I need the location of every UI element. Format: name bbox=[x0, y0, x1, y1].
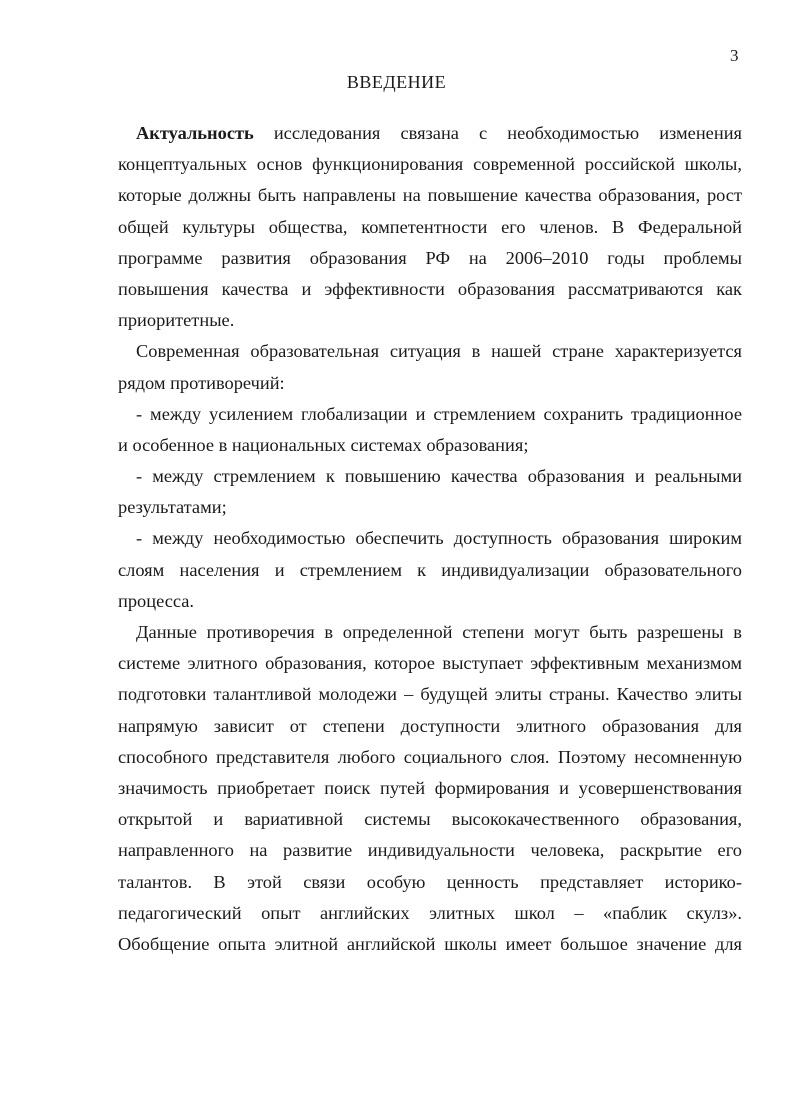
text-line: программе развития образования РФ на 2006–2010 годы проблемы bbox=[118, 247, 742, 268]
text-line: педагогический опыт английских элитных школ – «паблик скулз». bbox=[118, 902, 742, 923]
text-line: системе элитного образования, которое выступает эффективным механизмом bbox=[118, 653, 742, 674]
body-text bbox=[118, 118, 742, 960]
text-line: подготовки талантливой молодежи – будущей элиты страны. Качество элиты bbox=[118, 684, 742, 705]
text-line: повышения качества и эффективности образования рассматриваются как bbox=[118, 278, 742, 299]
text-line: напрямую зависит от степени доступности элитного образования для bbox=[118, 715, 742, 736]
text-line: открытой и вариативной системы высококачественного образования, bbox=[118, 809, 742, 830]
paragraph-relevance bbox=[118, 118, 742, 336]
text-line: приоритетные. bbox=[118, 310, 235, 331]
text-line: которые должны быть направлены на повышение качества образования, рост bbox=[118, 185, 742, 206]
text-line: - между усилением глобализации и стремлением сохранить традиционное bbox=[136, 403, 742, 424]
list-item-contradiction-1 bbox=[118, 399, 742, 461]
text-line: и особенное в национальных системах образования; bbox=[118, 434, 529, 455]
text-line: слоям населения и стремлением к индивидуализации образовательного bbox=[118, 559, 742, 580]
text-line: способного представителя любого социального слоя. Поэтому несомненную bbox=[118, 746, 742, 767]
text-line: Актуальность исследования связана с необходимостью изменения bbox=[136, 123, 742, 143]
paragraph-situation bbox=[118, 336, 742, 398]
text-line: рядом противоречий: bbox=[118, 372, 285, 393]
text-line: концептуальных основ функционирования современной российской школы, bbox=[118, 154, 742, 175]
text-line: Обобщение опыта элитной английской школы имеет большое значение для bbox=[118, 933, 742, 954]
list-item-contradiction-2 bbox=[118, 461, 742, 523]
section-heading: ВВЕДЕНИЕ bbox=[346, 72, 447, 92]
text-line: направленного на развитие индивидуальности человека, раскрытие его bbox=[118, 840, 742, 861]
text-line: значимость приобретает поиск путей формирования и усовершенствования bbox=[118, 777, 742, 798]
text-line: результатами; bbox=[118, 497, 227, 518]
text-line: Данные противоречия в определенной степени могут быть разрешены в bbox=[136, 622, 742, 642]
text-line: процесса. bbox=[118, 590, 195, 611]
list-item-contradiction-3 bbox=[118, 523, 742, 617]
text-line: талантов. В этой связи особую ценность представляет историко- bbox=[118, 871, 742, 892]
paragraph-elite-education bbox=[118, 617, 742, 960]
text-line: Современная образовательная ситуация в нашей стране характеризуется bbox=[136, 341, 742, 362]
bold-term: Актуальность bbox=[136, 123, 254, 143]
text-line: - между стремлением к повышению качества образования и реальными bbox=[136, 466, 742, 487]
page-number: 3 bbox=[730, 46, 739, 65]
text-line: - между необходимостью обеспечить доступность образования широким bbox=[136, 528, 742, 549]
text-line: общей культуры общества, компетентности его членов. В Федеральной bbox=[118, 216, 742, 237]
